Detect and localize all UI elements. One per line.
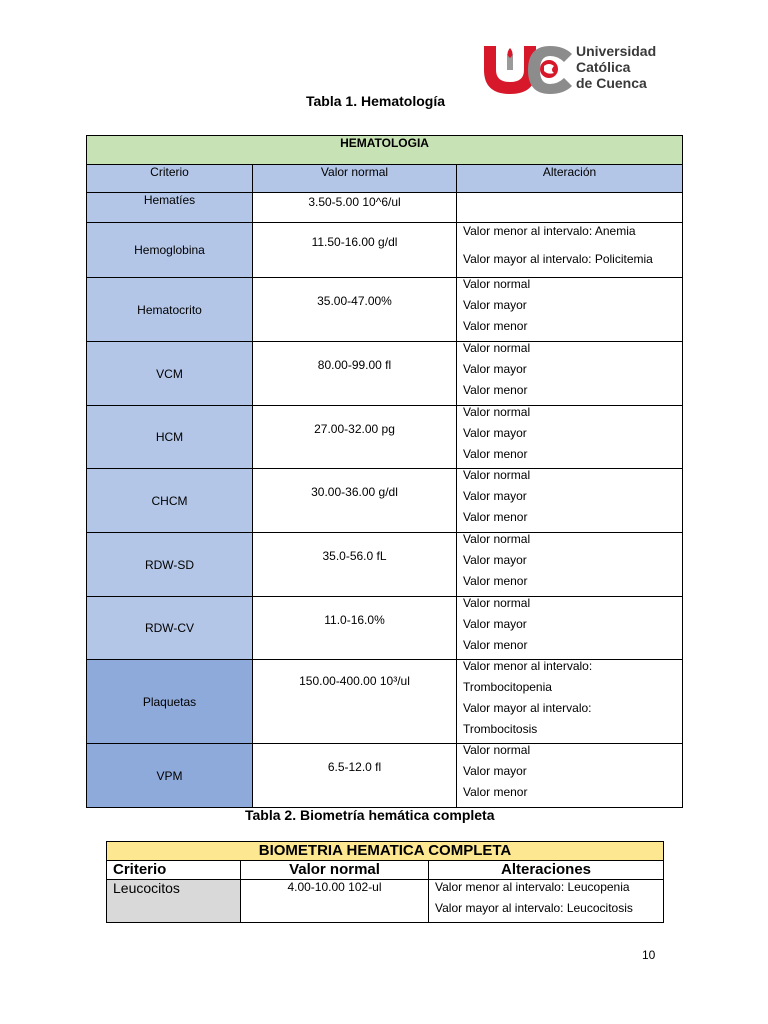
university-logo bbox=[480, 40, 670, 96]
valor-cell: 35.0-56.0 fL bbox=[253, 533, 457, 597]
alteracion-line: Valor mayor al intervalo: Policitemia bbox=[463, 252, 653, 266]
alteracion-line: Valor normal bbox=[463, 596, 531, 610]
table2-caption: Tabla 2. Biometría hemática completa bbox=[245, 807, 495, 823]
table-row bbox=[87, 597, 683, 660]
criterio-cell: HCM bbox=[87, 406, 253, 469]
column-header-valor-normal: Valor normal bbox=[241, 861, 429, 880]
hematology-table bbox=[86, 135, 683, 808]
alteracion-cell bbox=[457, 744, 683, 808]
alteracion-line: Valor menor bbox=[463, 383, 528, 397]
alteracion-line: Trombocitosis bbox=[463, 722, 538, 736]
alteracion-line: Valor menor bbox=[463, 319, 528, 333]
alteracion-line: Valor menor al intervalo: bbox=[463, 659, 593, 673]
valor-cell: 6.5-12.0 fl bbox=[253, 744, 457, 808]
alteracion-line: Valor mayor al intervalo: Leucocitosis bbox=[435, 901, 633, 915]
alteracion-line: Valor normal bbox=[463, 743, 531, 757]
valor-cell: 80.00-99.00 fl bbox=[253, 342, 457, 406]
criterio-cell: Hemoglobina bbox=[87, 223, 253, 278]
table-row bbox=[87, 469, 683, 533]
alteracion-line: Valor normal bbox=[463, 405, 531, 419]
criterio-cell: Leucocitos bbox=[107, 880, 241, 923]
alteracion-cell bbox=[457, 193, 683, 223]
university-name-line: Católica bbox=[576, 59, 631, 75]
alteracion-cell bbox=[457, 469, 683, 533]
university-name-line: de Cuenca bbox=[576, 75, 647, 91]
university-name bbox=[576, 43, 656, 91]
alteracion-line: Valor menor bbox=[463, 785, 528, 799]
alteracion-line: Valor mayor bbox=[463, 553, 527, 567]
valor-cell: 11.0-16.0% bbox=[253, 597, 457, 660]
alteracion-line: Valor mayor bbox=[463, 489, 527, 503]
alteracion-line: Valor normal bbox=[463, 341, 531, 355]
alteracion-line: Valor mayor bbox=[463, 298, 527, 312]
valor-cell: 30.00-36.00 g/dl bbox=[253, 469, 457, 533]
alteracion-line: Trombocitopenia bbox=[463, 680, 552, 694]
table-row bbox=[87, 660, 683, 744]
page-number: 10 bbox=[642, 948, 656, 962]
alteracion-cell bbox=[457, 660, 683, 744]
alteracion-line: Valor menor bbox=[463, 447, 528, 461]
alteracion-cell bbox=[457, 342, 683, 406]
alteracion-cell bbox=[457, 406, 683, 469]
table-row bbox=[87, 223, 683, 278]
biometria-table bbox=[106, 841, 664, 923]
table1-title: HEMATOLOGIA bbox=[87, 136, 683, 165]
valor-cell: 4.00-10.00 102-ul bbox=[241, 880, 429, 923]
alteracion-line: Valor menor al intervalo: Leucopenia bbox=[435, 880, 630, 894]
table-row bbox=[107, 880, 664, 923]
criterio-cell: Hematíes bbox=[87, 193, 253, 223]
table-row bbox=[87, 533, 683, 597]
alteracion-cell bbox=[457, 533, 683, 597]
criterio-cell: Hematocrito bbox=[87, 278, 253, 342]
alteracion-line: Valor menor al intervalo: Anemia bbox=[463, 224, 636, 238]
criterio-cell: Plaquetas bbox=[87, 660, 253, 744]
criterio-cell: RDW-CV bbox=[87, 597, 253, 660]
table-row bbox=[87, 744, 683, 808]
alteracion-line: Valor mayor bbox=[463, 426, 527, 440]
alteracion-cell bbox=[457, 597, 683, 660]
table-row bbox=[87, 278, 683, 342]
alteracion-cell bbox=[457, 223, 683, 278]
column-header-alteracion: Alteración bbox=[457, 165, 683, 193]
criterio-cell: RDW-SD bbox=[87, 533, 253, 597]
alteracion-line: Valor menor bbox=[463, 574, 528, 588]
valor-cell: 35.00-47.00% bbox=[253, 278, 457, 342]
university-name-line: Universidad bbox=[576, 43, 657, 59]
table2-title: BIOMETRIA HEMATICA COMPLETA bbox=[107, 842, 664, 861]
alteracion-cell bbox=[429, 880, 664, 923]
criterio-cell: CHCM bbox=[87, 469, 253, 533]
university-emblem-icon bbox=[480, 40, 576, 96]
valor-cell: 150.00-400.00 10³/ul bbox=[253, 660, 457, 744]
alteracion-line: Valor normal bbox=[463, 468, 531, 482]
valor-cell: 11.50-16.00 g/dl bbox=[253, 223, 457, 278]
column-header-valor-normal: Valor normal bbox=[253, 165, 457, 193]
column-header-criterio: Criterio bbox=[87, 165, 253, 193]
alteracion-line: Valor mayor bbox=[463, 617, 527, 631]
table-row bbox=[87, 193, 683, 223]
column-header-alteraciones: Alteraciones bbox=[429, 861, 664, 880]
valor-cell: 27.00-32.00 pg bbox=[253, 406, 457, 469]
alteracion-line: Valor menor bbox=[463, 638, 528, 652]
table-row bbox=[87, 406, 683, 469]
table1-caption: Tabla 1. Hematología bbox=[306, 93, 445, 109]
alteracion-line: Valor mayor bbox=[463, 764, 527, 778]
alteracion-line: Valor normal bbox=[463, 277, 531, 291]
alteracion-cell bbox=[457, 278, 683, 342]
alteracion-line: Valor menor bbox=[463, 510, 528, 524]
column-header-criterio: Criterio bbox=[107, 861, 241, 880]
criterio-cell: VPM bbox=[87, 744, 253, 808]
alteracion-line: Valor mayor bbox=[463, 362, 527, 376]
alteracion-line: Valor mayor al intervalo: bbox=[463, 701, 592, 715]
valor-cell: 3.50-5.00 10^6/ul bbox=[253, 193, 457, 223]
criterio-cell: VCM bbox=[87, 342, 253, 406]
alteracion-line: Valor normal bbox=[463, 532, 531, 546]
table-row bbox=[87, 342, 683, 406]
